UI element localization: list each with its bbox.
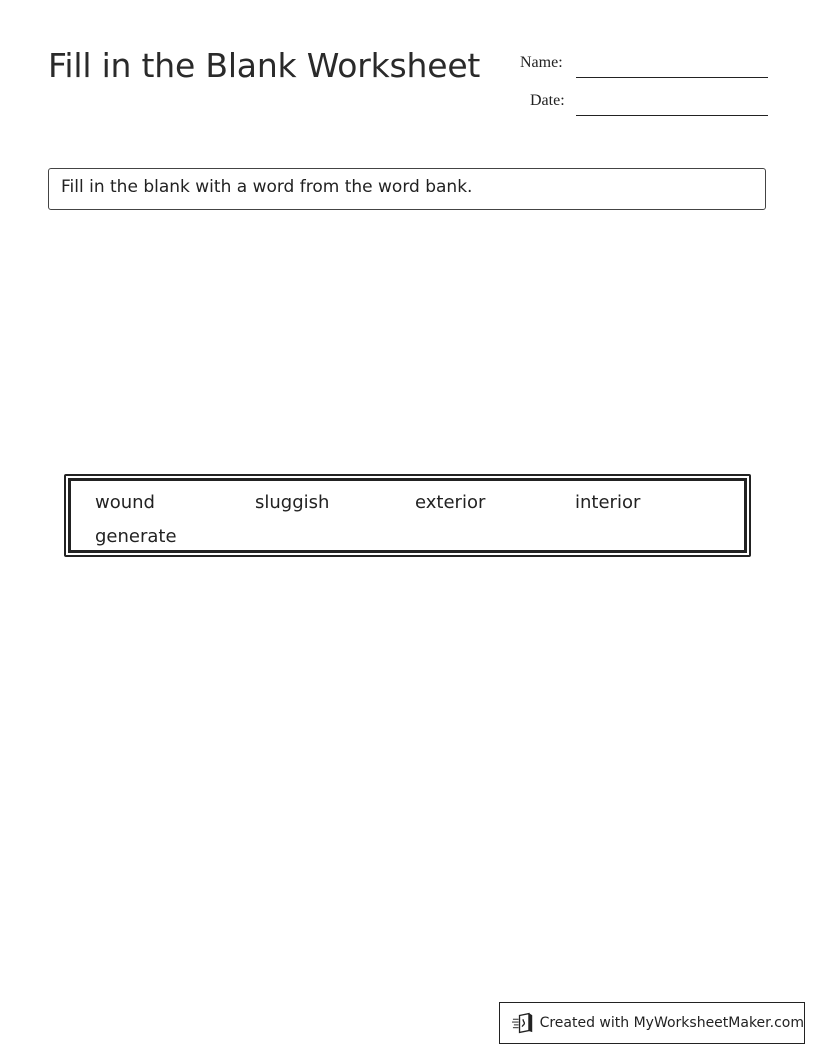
name-field	[500, 54, 768, 78]
date-line[interactable]	[576, 115, 768, 116]
name-line[interactable]	[576, 77, 768, 78]
instructions-text: Fill in the blank with a word from the word bank.	[61, 177, 473, 197]
word-bank	[64, 474, 751, 557]
name-label: Name:	[520, 54, 563, 71]
book-speed-icon	[512, 1011, 535, 1035]
word-bank-item: wound	[95, 492, 155, 513]
word-bank-item: interior	[575, 492, 641, 513]
word-bank-item: sluggish	[255, 492, 330, 513]
worksheet-title: Fill in the Blank Worksheet	[48, 46, 481, 85]
word-bank-item: generate	[95, 526, 177, 547]
instructions-box	[48, 168, 766, 210]
date-field	[500, 92, 768, 116]
footer-credit-text: Created with MyWorksheetMaker.com	[539, 1015, 804, 1031]
word-bank-item: exterior	[415, 492, 486, 513]
date-label: Date:	[530, 92, 565, 109]
word-bank-inner	[68, 478, 747, 553]
footer-credit[interactable]	[499, 1002, 805, 1044]
